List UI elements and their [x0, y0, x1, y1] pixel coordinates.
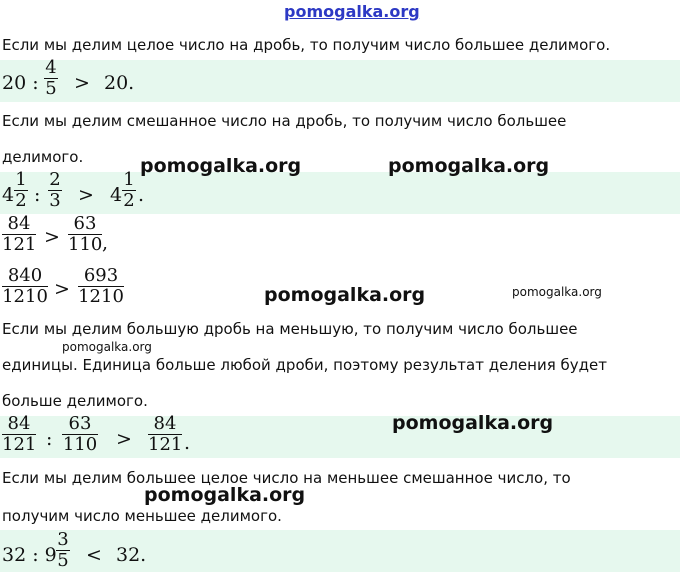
eq1-num: 4	[45, 57, 57, 78]
eq3-den-1: 121	[2, 234, 37, 255]
eq5-fraction-3	[148, 414, 182, 455]
eq5-colon: :	[46, 428, 53, 450]
eq4-num-1: 840	[7, 265, 43, 286]
math-band-1	[0, 57, 680, 102]
eq1-den: 5	[45, 78, 57, 99]
math-band-2	[0, 169, 680, 214]
eq1-fraction	[44, 58, 58, 99]
watermark-text: pomogalka.org	[264, 284, 426, 306]
eq5-fraction-2	[62, 414, 98, 455]
eq4-fraction-1	[2, 266, 48, 307]
eq5-den-3: 121	[148, 434, 183, 455]
eq1-right: 20.	[104, 72, 135, 94]
eq5-end: .	[184, 432, 191, 454]
eq5-relation: >	[116, 428, 132, 450]
eq2-den-1: 2	[15, 190, 27, 211]
eq2-colon: :	[34, 184, 41, 206]
watermark-text: pomogalka.org	[62, 340, 152, 354]
math-band-5	[0, 413, 680, 458]
eq3-den-2: 110	[68, 234, 103, 255]
math-band-6	[0, 530, 680, 572]
eq2-den-2: 3	[49, 190, 61, 211]
eq2-whole-1: 4	[2, 184, 15, 206]
paragraph-3-line-1: Если мы делим большую дробь на меньшую, то получим число большее	[2, 320, 578, 338]
eq3-num-1: 84	[7, 213, 31, 234]
paragraph-4-line-2: получим число меньшее делимого.	[2, 507, 282, 525]
eq4-fraction-2	[78, 266, 124, 307]
eq2-num-1: 1	[15, 169, 27, 190]
eq4-relation: >	[54, 278, 70, 300]
eq6-fraction	[56, 530, 70, 571]
watermark-text: pomogalka.org	[512, 285, 602, 299]
site-header-link[interactable]: pomogalka.org	[284, 2, 420, 21]
paragraph-3-line-3: больше делимого.	[2, 392, 148, 410]
eq2-num-2: 2	[49, 169, 61, 190]
eq3-num-2: 63	[73, 213, 97, 234]
eq3-fraction-1	[2, 214, 36, 255]
watermark-text: pomogalka.org	[392, 412, 554, 434]
eq2-fraction-1	[14, 170, 28, 211]
eq2-fraction-2	[48, 170, 62, 211]
paragraph-4-line-1: Если мы делим большее целое число на меньшее смешанное число, то	[2, 469, 571, 487]
eq1-relation: >	[74, 72, 90, 94]
eq5-fraction-1	[2, 414, 36, 455]
eq6-relation: <	[86, 544, 102, 566]
eq2-end: .	[138, 184, 145, 206]
paragraph-2-line-2: делимого.	[2, 148, 84, 166]
eq3-relation: >	[44, 226, 60, 248]
paragraph-3-line-2: единицы. Единица больше любой дроби, поэтому результат деления будет	[2, 356, 607, 374]
watermark-text: pomogalka.org	[144, 484, 306, 506]
paragraph-1: Если мы делим целое число на дробь, то получим число большее делимого.	[2, 36, 611, 54]
eq2-whole-3: 4	[110, 184, 123, 206]
eq5-num-1: 84	[7, 413, 31, 434]
watermark-text: pomogalka.org	[388, 155, 550, 177]
eq5-num-2: 63	[68, 413, 92, 434]
paragraph-2-line-1: Если мы делим смешанное число на дробь, то получим число большее	[2, 112, 567, 130]
eq2-fraction-3	[122, 170, 136, 211]
eq6-right: 32.	[116, 544, 147, 566]
eq4-den-1: 1210	[2, 286, 48, 307]
eq6-num: 3	[57, 529, 69, 550]
eq6-den: 5	[57, 550, 69, 571]
eq6-left: 32 : 9	[2, 544, 57, 566]
eq2-num-3: 1	[123, 169, 135, 190]
eq3-end: ,	[102, 232, 109, 254]
eq2-relation: >	[78, 184, 94, 206]
eq5-den-1: 121	[2, 434, 37, 455]
eq3-fraction-2	[68, 214, 102, 255]
eq4-num-2: 693	[83, 265, 119, 286]
watermark-text: pomogalka.org	[140, 155, 302, 177]
eq4-den-2: 1210	[78, 286, 124, 307]
eq5-num-3: 84	[153, 413, 177, 434]
eq2-den-3: 2	[123, 190, 135, 211]
eq1-left: 20 :	[2, 72, 39, 94]
eq5-den-2: 110	[62, 434, 98, 455]
